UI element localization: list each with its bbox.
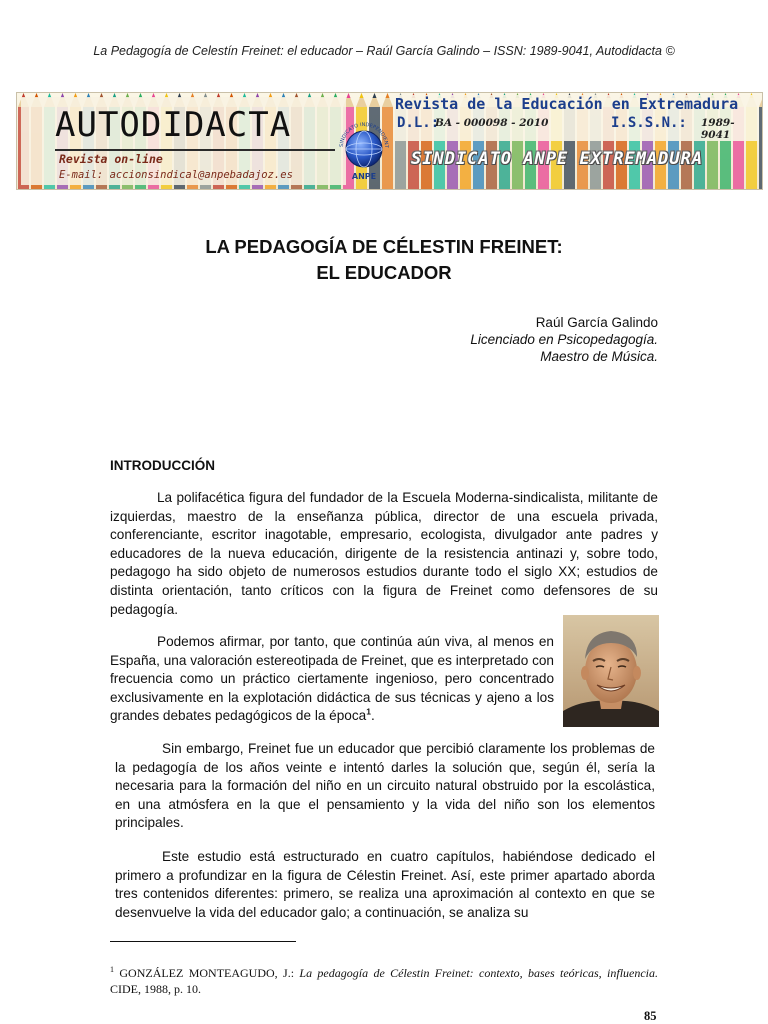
union-name: SINDICATO ANPE EXTREMADURA: [411, 149, 704, 169]
issn-label: I.S.S.N.:: [611, 115, 687, 131]
footnote-author: GONZÁLEZ MONTEAGUDO, J.:: [119, 966, 295, 980]
legal-deposit-label: D.L.:: [397, 115, 440, 131]
brand-subtitle: Revista on-line: [59, 152, 163, 166]
pencil-lead: [386, 93, 390, 98]
freinet-portrait-photo: [563, 615, 659, 727]
author-block: [470, 314, 658, 365]
author-role-1: Licenciado en Psicopedagogía.: [470, 332, 658, 347]
footnote: [110, 962, 658, 997]
running-header: La Pedagogía de Celestín Freinet: el educador – Raúl García Galindo – ISSN: 1989-9041, Autodidacta ©: [93, 44, 675, 58]
footnote-marker: 1: [110, 965, 114, 974]
author-name: Raúl García Galindo: [535, 315, 658, 330]
anpe-globe-logo: [335, 109, 393, 183]
journal-banner: [16, 92, 763, 190]
journal-title: Revista de la Educación en Extremadura: [395, 95, 739, 113]
brand-divider: [55, 149, 335, 151]
globe-label: ANPE: [351, 172, 377, 181]
footnote-work: La pedagogía de Célestin Freinet: contexto, bases teóricas, influencia.: [299, 966, 659, 980]
paragraph-3: Sin embargo, Freinet fue un educador que percibió claramente los problemas de la pedagogía de los años veinte e intentó darles la solución que, según él, sería la necesaria para la formación del niño en un circuito natural obstruido por la escolástica, en una atmósfera en la que el pensamiento y la vida del niño son los elementos principales.: [115, 741, 655, 831]
paragraph-4: Este estudio está estructurado en cuatro capítulos, habiéndose dedicado el primero a profundizar en la figura de Célestin Freinet. Así, este primer apartado aborda tres contenidos diferentes: primero, se realiza una aproximación al contexto en que se desenvuelve la vida del educador galo; a continuación, se analiza su: [115, 849, 655, 920]
brand-email: E-mail: accionsindical@anpebadajoz.es: [59, 169, 293, 181]
globe-arc-text: SINDICATO INDEPENDIENT: [338, 121, 390, 148]
author-role-2: Maestro de Música.: [540, 349, 658, 364]
issn-value: 1989-9041: [701, 117, 735, 141]
paragraph-2-end: .: [370, 708, 375, 724]
article-title: [0, 234, 768, 286]
pencil-lead: [347, 93, 351, 98]
title-line-1: LA PEDAGOGÍA DE CÉLESTIN FREINET:: [205, 236, 563, 257]
paragraph-1: La polifacética figura del fundador de la Escuela Moderna-sindicalista, militante de izquierdas, maestro de la enseñanza pública, director de una escuela privada, conferenciante, escritor inagotable, empresario, ecologista, divulgador ante padres y educadores de la nueva educación, dirigente de la resistencia antinazi y, sobre todo, pedagogo ha sido objeto de numerosos estudios durante todo el siglo XX; estudios de distinta orientación, tanto críticos con la figura de Freinet como defensores de su pedagogía.: [110, 490, 658, 617]
title-line-2: EL EDUCADOR: [316, 262, 452, 283]
pencil-lead: [373, 93, 377, 98]
section-heading: INTRODUCCIÓN: [110, 458, 215, 473]
legal-deposit-value: BA - 000098 - 2010: [435, 117, 549, 129]
footnote-publisher: CIDE, 1988, p. 10.: [110, 981, 201, 996]
paragraph-2: [110, 633, 554, 726]
footnote-divider: [110, 941, 296, 942]
footnote-reference[interactable]: 1: [366, 706, 371, 717]
brand-title: AUTODIDACTA: [55, 105, 292, 145]
pencil-lead: [360, 93, 364, 98]
pencil-tip: [759, 93, 762, 107]
paragraph-2-text: Podemos afirmar, por tanto, que continúa aún viva, al menos en España, una valoración estereotipada de Freinet, que es interpretado con frecuencia como un práctico ciertamente ingenioso, pero concentrado exclusivamente en la explotación didáctica de sus técnicas y ajeno a los grandes debates pedagógicos de la época: [110, 634, 554, 724]
page-number: 85: [644, 1009, 657, 1023]
